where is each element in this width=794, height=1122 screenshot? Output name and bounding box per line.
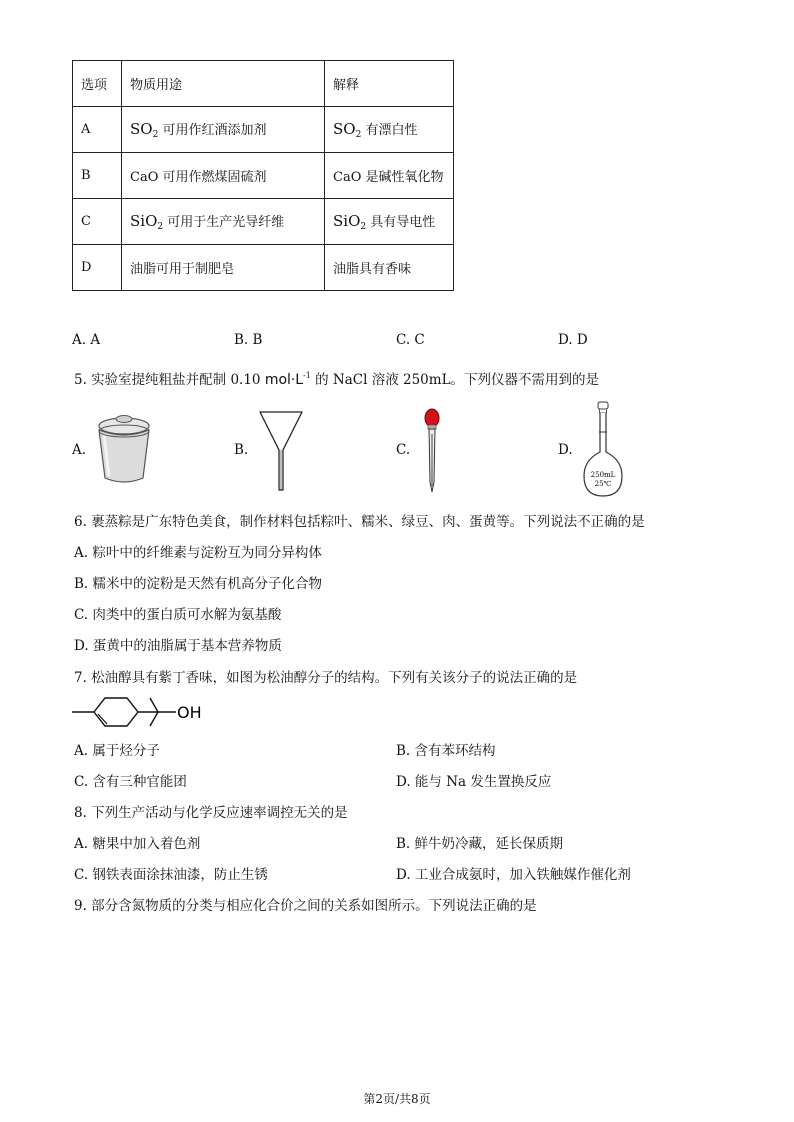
table-cell-option: C (73, 199, 122, 245)
table-cell-explanation: $SO_2$ 有漂白性 (325, 107, 454, 153)
q8-option-d[interactable]: D. 工业合成氨时，加入铁触媒作催化剂 (396, 867, 631, 883)
table-cell-use: 油脂可用于制肥皂 (122, 245, 325, 291)
q5-option-b[interactable]: B. (234, 442, 249, 458)
q4-option-b[interactable]: B. B (234, 332, 263, 348)
volumetric-flask-icon (582, 402, 628, 498)
table-cell-explanation: 油脂具有香味 (325, 245, 454, 291)
table-cell-option: B (73, 153, 122, 199)
q6-stem: 6. 裹蒸粽是广东特色美食，制作材料包括粽叶、糯米、绿豆、肉、蛋黄等。下列说法不正确的是 (74, 514, 645, 530)
q4-option-c[interactable]: C. C (396, 332, 425, 348)
dropper-icon (422, 408, 442, 494)
q8-option-b[interactable]: B. 鲜牛奶冷藏，延长保质期 (396, 836, 564, 852)
q6-option-d[interactable]: D. 蛋黄中的油脂属于基本营养物质 (74, 638, 282, 654)
table-cell-use: CaO 可用作燃煤固硫剂 (122, 153, 325, 199)
table-header: 物质用途 (122, 61, 325, 107)
q4-option-d[interactable]: D. D (558, 332, 588, 348)
oh-label: OH (177, 703, 202, 722)
q9-stem: 9. 部分含氮物质的分类与相应化合价之间的关系如图所示。下列说法正确的是 (74, 898, 537, 914)
q7-option-a[interactable]: A. 属于烃分子 (74, 743, 160, 759)
table-header-row (73, 61, 454, 107)
flask-temp-label: 25℃ (594, 480, 612, 488)
table-row (73, 199, 454, 245)
q4-option-a[interactable]: A. A (72, 332, 101, 348)
flask-volume-label: 250mL (590, 471, 616, 479)
q5-stem: 5. 实验室提纯粗盐并配制 0.10 $mol\cdot L^{-1}$ 的 NaCl 溶液 250mL。下列仪器不需用到的是 (74, 371, 600, 388)
options-table (72, 60, 454, 291)
table-cell-use: $SO_2$ 可用作红酒添加剂 (122, 107, 325, 153)
q7-stem: 7. 松油醇具有紫丁香味，如图为松油醇分子的结构。下列有关该分子的说法正确的是 (74, 670, 578, 686)
table-cell-option: D (73, 245, 122, 291)
q7-option-b[interactable]: B. 含有苯环结构 (396, 743, 496, 759)
q8-option-a[interactable]: A. 糖果中加入着色剂 (74, 836, 201, 852)
q5-option-c[interactable]: C. (396, 442, 411, 458)
table-cell-explanation: CaO 是碱性氧化物 (325, 153, 454, 199)
q8-stem: 8. 下列生产活动与化学反应速率调控无关的是 (74, 805, 348, 821)
funnel-icon (258, 410, 304, 492)
q8-option-c[interactable]: C. 钢铁表面涂抹油漆，防止生锈 (74, 867, 268, 883)
table-cell-use: SiO$_2$ 可用于生产光导纤维 (122, 199, 325, 245)
q6-option-b[interactable]: B. 糯米中的淀粉是天然有机高分子化合物 (74, 576, 323, 592)
q6-option-a[interactable]: A. 粽叶中的纤维素与淀粉互为同分异构体 (74, 545, 322, 561)
crucible-icon (94, 412, 154, 486)
table-header: 解释 (325, 61, 454, 107)
q5-option-a[interactable]: A. (72, 442, 87, 458)
terpineol-structure (72, 694, 212, 730)
q7-option-c[interactable]: C. 含有三种官能团 (74, 774, 187, 790)
q5-option-d[interactable]: D. (558, 442, 573, 458)
q6-option-c[interactable]: C. 肉类中的蛋白质可水解为氨基酸 (74, 607, 282, 623)
table-header: 选项 (73, 61, 122, 107)
page-footer: 第2页/共8页 (363, 1092, 431, 1106)
table-row (73, 153, 454, 199)
table-row (73, 107, 454, 153)
table-row (73, 245, 454, 291)
table-cell-explanation: SiO$_2$ 具有导电性 (325, 199, 454, 245)
q7-option-d[interactable]: D. 能与 Na 发生置换反应 (396, 774, 552, 790)
table-cell-option: A (73, 107, 122, 153)
